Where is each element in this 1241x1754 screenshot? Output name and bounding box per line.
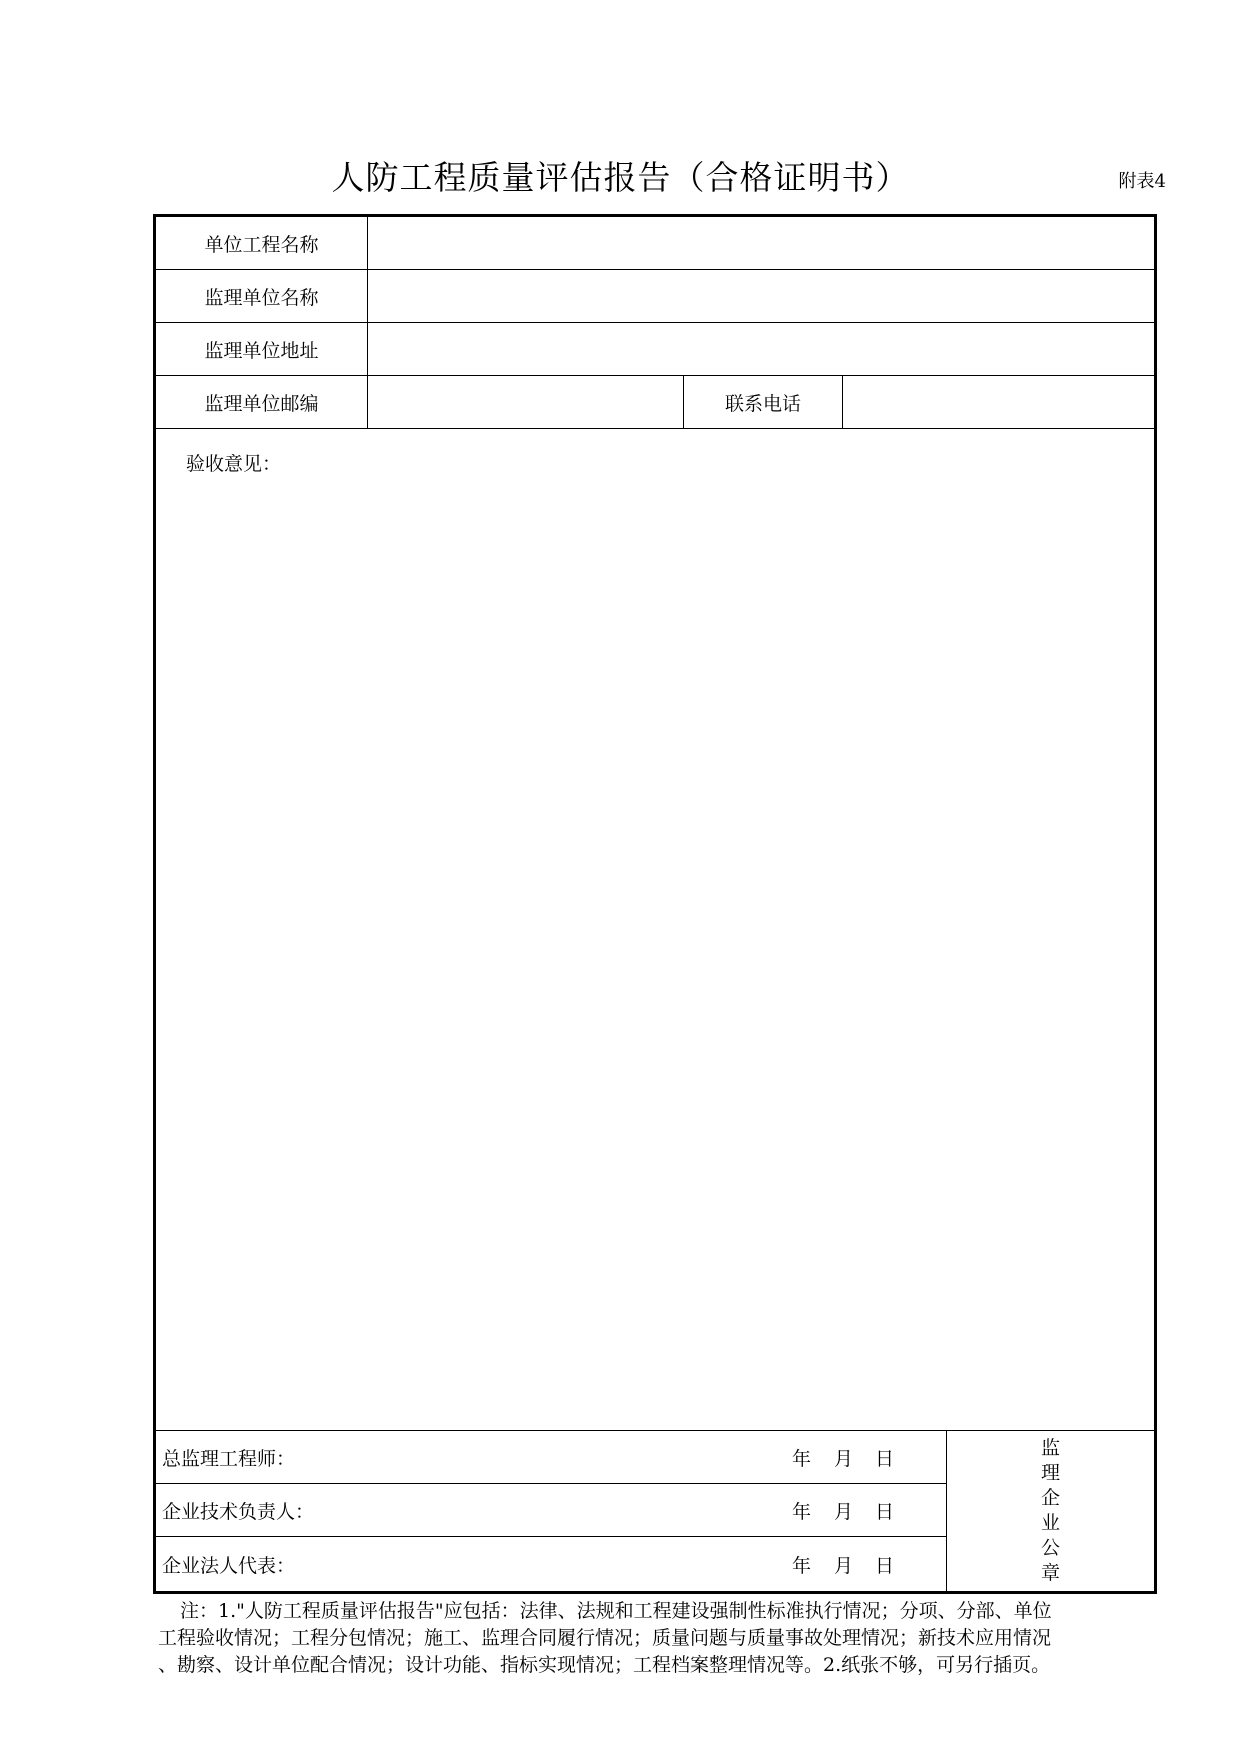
year-label: 年 (792, 1500, 812, 1523)
row-divider (156, 428, 1154, 429)
phone-label: 联系电话 (724, 392, 801, 415)
footnote-line: 注：1."人防工程质量评估报告"应包括：法律、法规和工程建设强制性标准执行情况；分项、分部、单位 (180, 1600, 1052, 1622)
legal-rep-date[interactable] (792, 1537, 942, 1591)
appendix-label: 附表4 (1118, 171, 1166, 192)
month-label: 月 (834, 1500, 854, 1523)
month-label: 月 (834, 1447, 854, 1470)
postcode-field[interactable] (368, 376, 683, 428)
chief-engineer-date[interactable] (792, 1431, 942, 1483)
project-name-field[interactable] (368, 217, 1154, 269)
footnote (158, 1598, 1103, 1679)
day-label: 日 (875, 1554, 895, 1577)
seal-char: 监 (1040, 1437, 1060, 1459)
year-label: 年 (792, 1447, 812, 1470)
legal-rep-label: 企业法人代表： (162, 1554, 296, 1577)
postcode-label: 监理单位邮编 (204, 392, 319, 415)
company-seal-box[interactable] (947, 1431, 1154, 1591)
tech-lead-date[interactable] (792, 1484, 942, 1536)
project-name-label: 单位工程名称 (204, 233, 319, 256)
supervisor-address-field[interactable] (368, 323, 1154, 375)
supervisor-name-label: 监理单位名称 (204, 286, 319, 309)
footnote-line: 工程验收情况；工程分包情况；施工、监理合同履行情况；质量问题与质量事故处理情况；新技术应用情况 (158, 1627, 1052, 1649)
opinion-label: 验收意见： (186, 453, 282, 475)
phone-field[interactable] (843, 376, 1154, 428)
seal-char: 理 (1040, 1462, 1060, 1484)
month-label: 月 (834, 1554, 854, 1577)
opinion-area[interactable] (186, 483, 1126, 1413)
footnote-line: 、勘察、设计单位配合情况；设计功能、指标实现情况；工程档案整理情况等。2.纸张不够，可另行插页。 (158, 1654, 1051, 1676)
form-table (153, 214, 1157, 1594)
seal-char: 企 (1040, 1487, 1060, 1509)
tech-lead-label: 企业技术负责人： (162, 1500, 315, 1523)
seal-char: 业 (1040, 1512, 1060, 1534)
day-label: 日 (875, 1447, 895, 1470)
supervisor-name-field[interactable] (368, 270, 1154, 322)
supervisor-address-label: 监理单位地址 (204, 339, 319, 362)
year-label: 年 (792, 1554, 812, 1577)
seal-char: 章 (1040, 1562, 1060, 1584)
seal-char: 公 (1040, 1537, 1060, 1559)
chief-engineer-label: 总监理工程师： (162, 1447, 296, 1470)
page-title: 人防工程质量评估报告（合格证明书） (331, 158, 910, 197)
day-label: 日 (875, 1500, 895, 1523)
